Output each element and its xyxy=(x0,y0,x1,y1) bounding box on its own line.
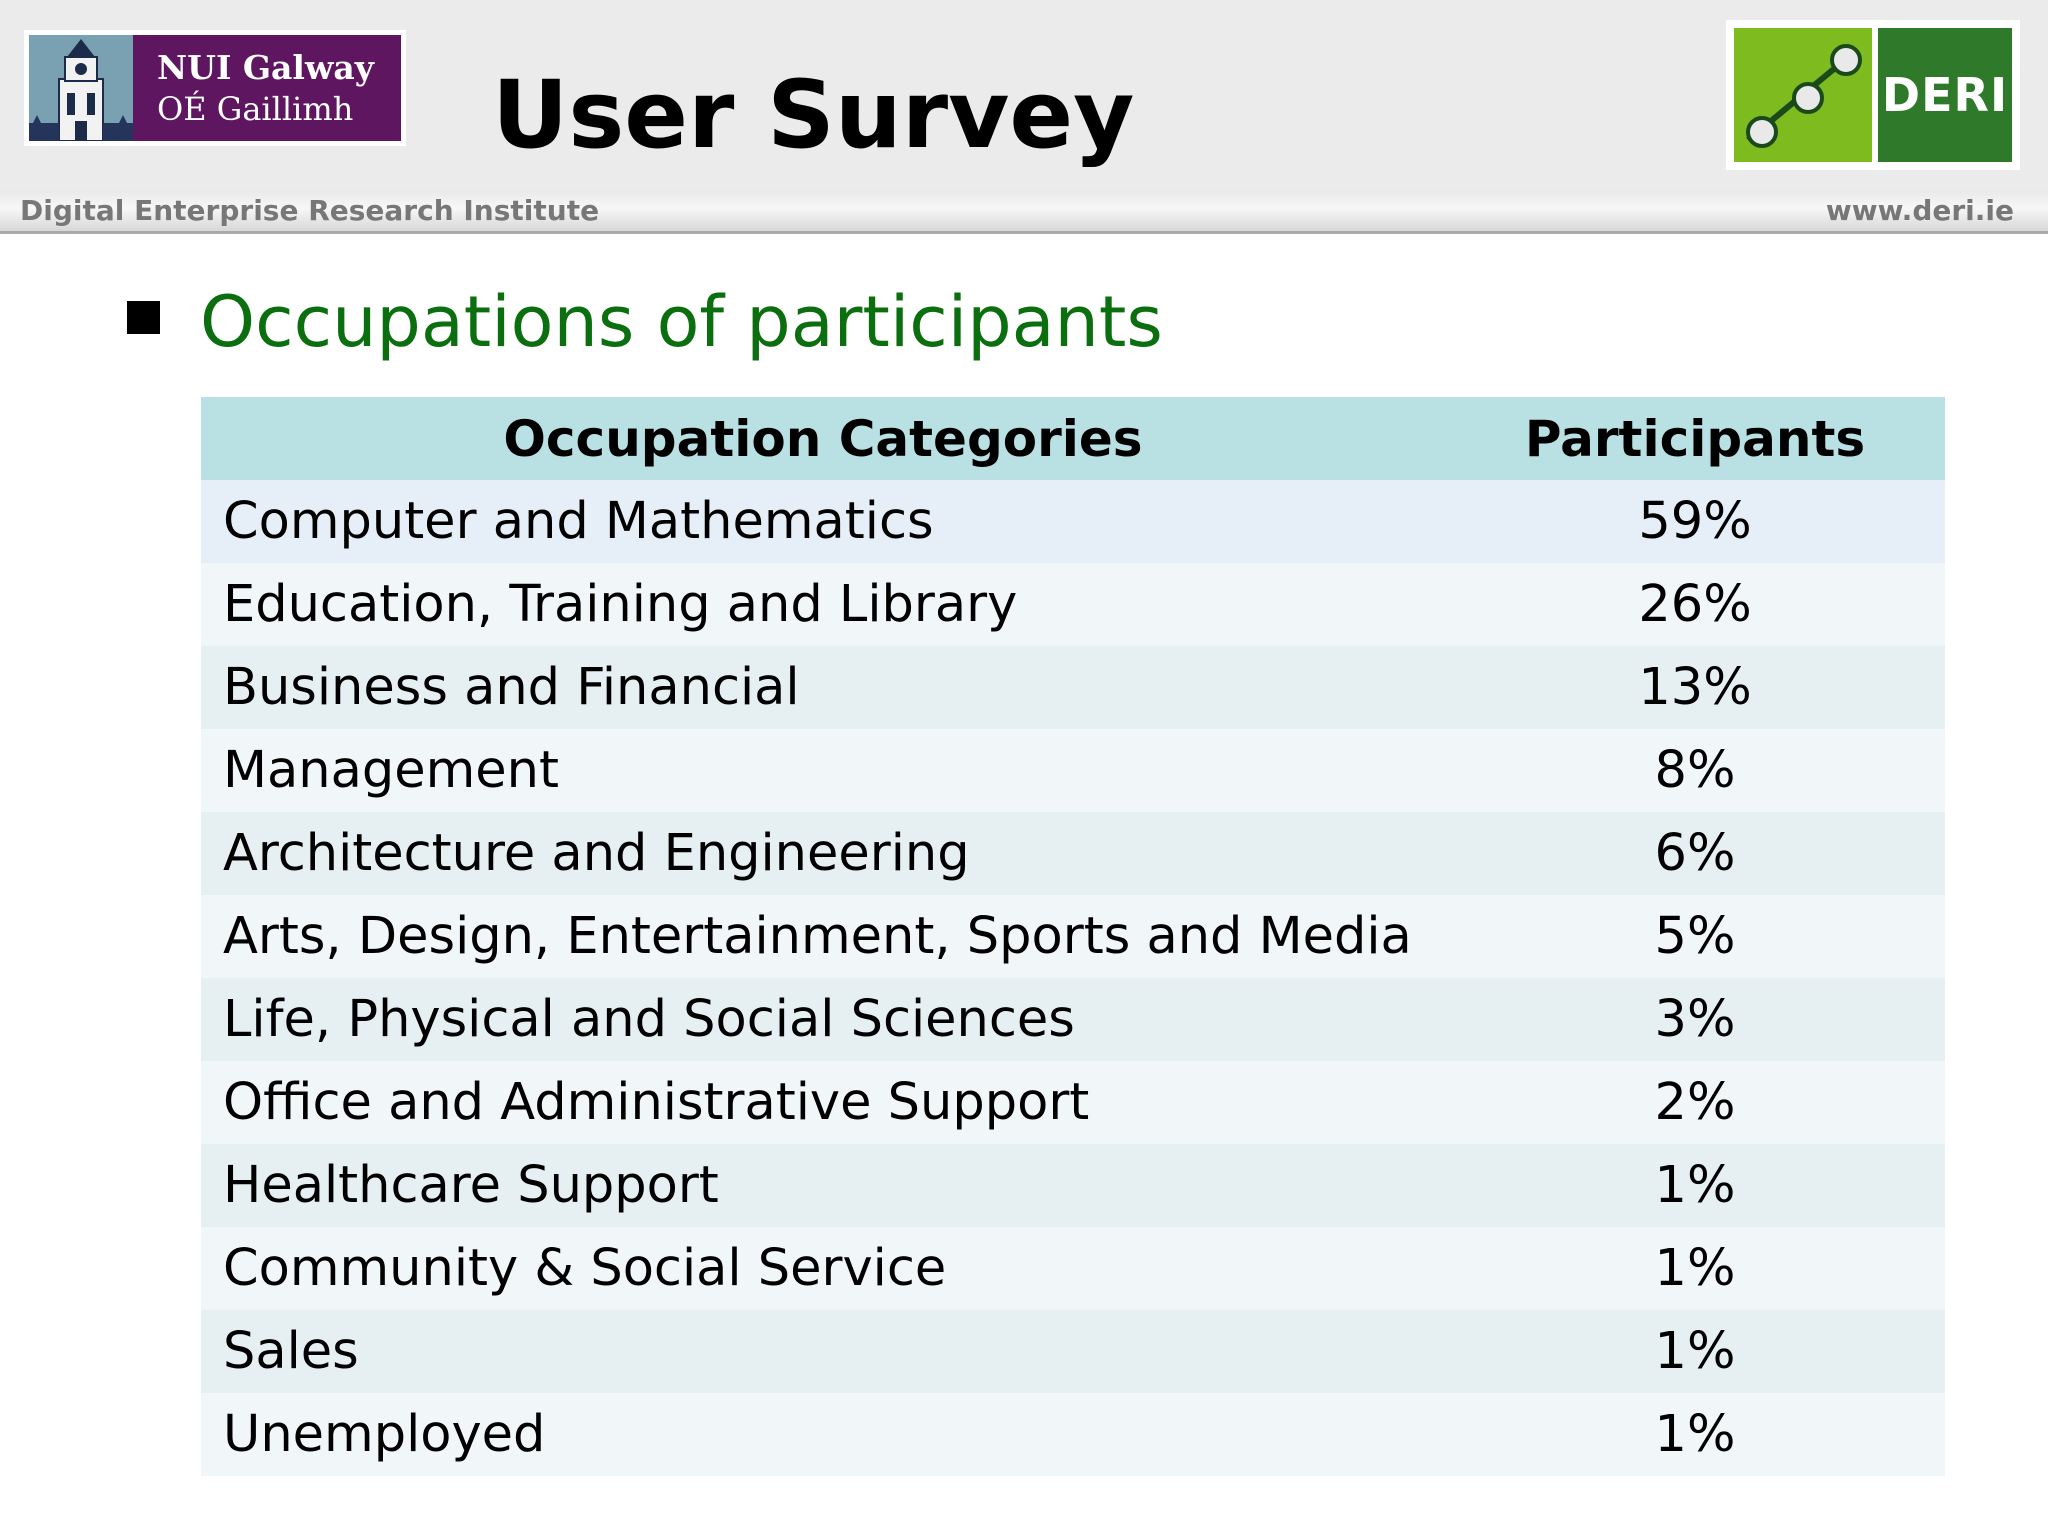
occupations-table xyxy=(201,397,1945,1476)
category-cell: Education, Training and Library xyxy=(201,563,1445,646)
table-header-row xyxy=(201,397,1945,480)
table-row xyxy=(201,1061,1945,1144)
deri-chain-icon xyxy=(1734,28,1872,162)
participants-cell: 2% xyxy=(1445,1061,1945,1144)
participants-cell: 26% xyxy=(1445,563,1945,646)
category-cell: Sales xyxy=(201,1310,1445,1393)
bullet-square-icon xyxy=(127,301,160,334)
table-row xyxy=(201,978,1945,1061)
column-header-participants: Participants xyxy=(1445,397,1945,480)
category-cell: Architecture and Engineering xyxy=(201,812,1445,895)
university-tower-icon xyxy=(29,35,133,141)
participants-cell: 1% xyxy=(1445,1227,1945,1310)
participants-cell: 13% xyxy=(1445,646,1945,729)
nui-logo-text xyxy=(133,35,401,141)
section-heading: Occupations of participants xyxy=(200,281,1163,363)
category-cell: Computer and Mathematics xyxy=(201,480,1445,563)
category-cell: Arts, Design, Entertainment, Sports and Media xyxy=(201,895,1445,978)
table-row xyxy=(201,480,1945,563)
participants-cell: 1% xyxy=(1445,1310,1945,1393)
participants-cell: 1% xyxy=(1445,1144,1945,1227)
nui-galway-logo xyxy=(24,30,406,146)
table-row xyxy=(201,563,1945,646)
category-cell: Life, Physical and Social Sciences xyxy=(201,978,1445,1061)
table-row xyxy=(201,1310,1945,1393)
participants-cell: 3% xyxy=(1445,978,1945,1061)
institute-name: Digital Enterprise Research Institute xyxy=(20,194,600,227)
table-row xyxy=(201,646,1945,729)
table-row xyxy=(201,1144,1945,1227)
table-row xyxy=(201,1227,1945,1310)
participants-cell: 59% xyxy=(1445,480,1945,563)
table-row xyxy=(201,812,1945,895)
table-row xyxy=(201,1393,1945,1476)
table-row xyxy=(201,729,1945,812)
category-cell: Office and Administrative Support xyxy=(201,1061,1445,1144)
slide-title: User Survey xyxy=(492,61,1135,170)
participants-cell: 6% xyxy=(1445,812,1945,895)
table-row xyxy=(201,895,1945,978)
nui-logo-line2: OÉ Gaillimh xyxy=(157,90,354,128)
slide-header xyxy=(0,0,2048,190)
category-cell: Management xyxy=(201,729,1445,812)
institute-bar xyxy=(0,190,2048,234)
column-header-category: Occupation Categories xyxy=(201,397,1445,480)
website-link[interactable]: www.deri.ie xyxy=(1825,194,2014,227)
category-cell: Community & Social Service xyxy=(201,1227,1445,1310)
participants-cell: 8% xyxy=(1445,729,1945,812)
category-cell: Unemployed xyxy=(201,1393,1445,1476)
participants-cell: 1% xyxy=(1445,1393,1945,1476)
nui-logo-line1: NUI Galway xyxy=(157,48,374,87)
deri-logo-text: DERI xyxy=(1878,28,2012,162)
category-cell: Business and Financial xyxy=(201,646,1445,729)
deri-logo xyxy=(1726,20,2020,170)
category-cell: Healthcare Support xyxy=(201,1144,1445,1227)
participants-cell: 5% xyxy=(1445,895,1945,978)
